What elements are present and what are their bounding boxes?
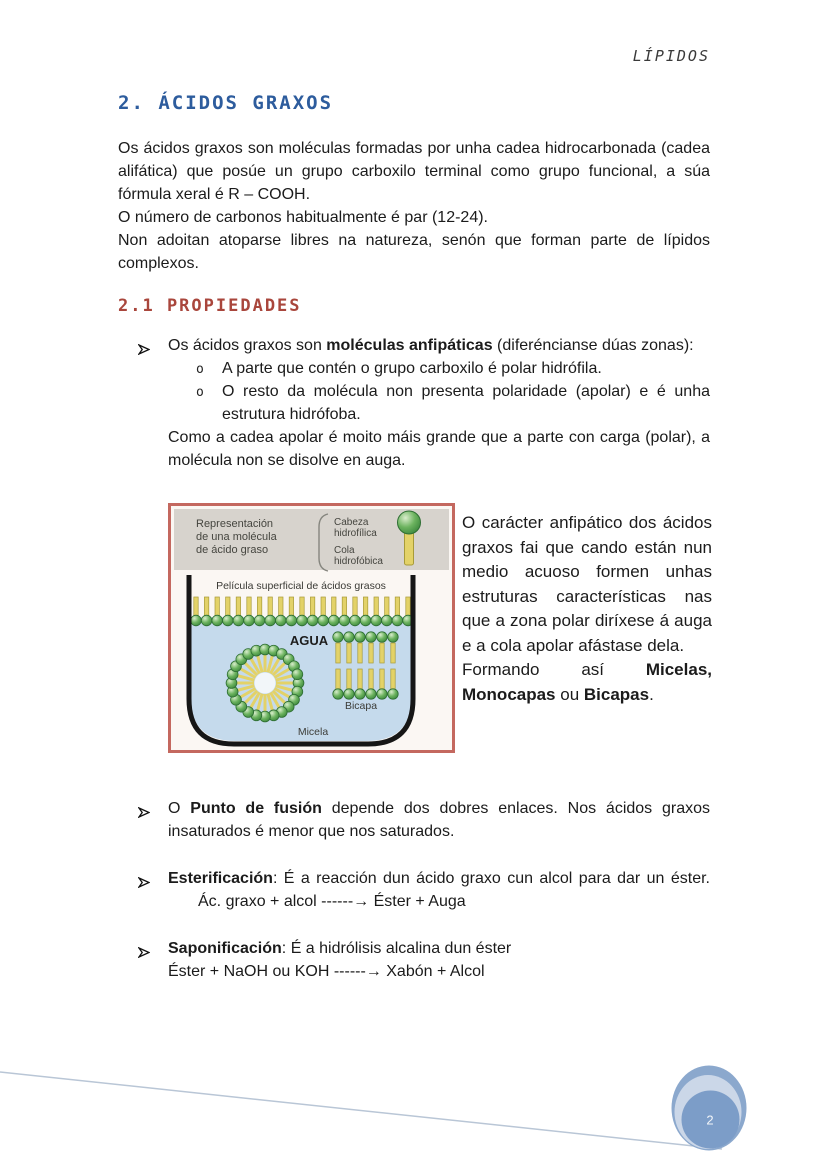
micelle-label: Micela [297, 726, 329, 738]
figure-caption-line2: de una molécula [196, 531, 277, 543]
sub-bullet-apolar-rest [196, 380, 710, 426]
text-run-bold: Micelas, Monocapas [462, 660, 712, 704]
water-label: AGUA [289, 633, 329, 648]
text-run: Os ácidos graxos son [168, 337, 327, 354]
figure-side-text [462, 503, 712, 707]
fatty-acid-figure-svg [168, 503, 455, 753]
footer-divider-line [0, 1072, 722, 1149]
arrow-bullet-icon [138, 942, 150, 965]
micelle-diagram [226, 644, 304, 722]
tail-label-line1: Cola [334, 545, 355, 556]
bullet-item-esterification [118, 867, 710, 913]
text-run: O [168, 800, 191, 817]
intro-paragraph-1: Os ácidos graxos son moléculas formadas por unha cadea hidrocarbonada (cadea alifática) que posúe un grupo carboxilo terminal como grupo funcional, a súa fórmula xeral é R – COOH. [118, 140, 710, 203]
intro-paragraph-2: O número de carbonos habitualmente é par (12-24). [118, 209, 488, 226]
arrow-bullet-icon [138, 802, 150, 825]
page-number: 2 [706, 1112, 714, 1128]
bullet-item-melting-point [118, 797, 710, 843]
subsection-heading: 2.1 PROPIEDADES [118, 296, 302, 316]
tail-label-line2: hidrofóbica [334, 556, 383, 567]
bullet-amphipathic-text [168, 334, 710, 357]
text-run: ou [555, 684, 584, 704]
figure-caption-line1: Representación [196, 518, 274, 530]
text-run: . [649, 684, 654, 704]
text-run-bold: Bicapas [583, 684, 650, 704]
saponification-reaction: Éster + NaOH ou KOH ------→ Xabón + Alcol [168, 963, 485, 980]
film-label: Película superficial de ácidos grasos [216, 580, 386, 592]
text-run: Formando así [462, 660, 646, 679]
bilayer-label: Bicapa [344, 700, 378, 712]
fatty-acid-figure [168, 503, 455, 758]
figure-row [168, 503, 712, 758]
text-run-bold: Esterificación [168, 870, 273, 887]
bullet-melting-point-text [168, 797, 710, 843]
head-label-line2: hidrofílica [334, 528, 377, 539]
head-label-line1: Cabeza [334, 517, 369, 528]
esterification-reaction: Ác. graxo + alcol ------→ Éster + Auga [198, 893, 466, 910]
bullet-item-amphipathic [118, 334, 710, 472]
text-run: depende dos dobres enlaces. Nos ácidos graxos insaturados é menor que nos saturados. [168, 800, 711, 840]
intro-paragraph-3: Non adoitan atoparse libres na natureza, senón que forman parte de lípidos complexos. [118, 232, 710, 272]
circle-bullet-icon: o [196, 385, 204, 400]
text-run: : É a reacción dun ácido graxo cun alcol para dar un éster. [272, 870, 710, 887]
amphipathic-note-text: Como a cadea apolar é moito máis grande que a parte con carga (polar), a molécula non se disolve en auga. [168, 429, 710, 469]
bullet-esterification-text [168, 867, 710, 913]
arrow-bullet-icon [138, 872, 150, 895]
text-run-bold: Saponificación [168, 940, 282, 957]
page-header-title: LÍPIDOS [632, 47, 710, 65]
text-run: : É a hidrólisis alcalina dun éster [281, 940, 512, 957]
page-footer [0, 1040, 828, 1171]
text-run-bold: Punto de fusión [190, 800, 322, 817]
circle-bullet-icon: o [196, 362, 204, 377]
section-heading: 2. ÁCIDOS GRAXOS [118, 92, 334, 114]
arrow-bullet-icon [138, 339, 150, 362]
text-run-bold: moléculas anfipáticas [326, 337, 493, 354]
page-number-badge [672, 1066, 747, 1151]
bullet-saponification-text [168, 937, 710, 960]
sub-bullet-apolar-rest-text: O resto da molécula non presenta polaridade (apolar) e é unha estrutura hidrófoba. [222, 383, 710, 423]
text-run: (diferéncianse dúas zonas): [492, 337, 694, 354]
legend-head [398, 511, 421, 534]
legend-tail [405, 531, 414, 565]
side-paragraph-1: O carácter anfipático dos ácidos graxos fai que cando están nun medio acuoso formen unhas estruturas características nas que a zona polar diríxese á auga e a cola apolar afástase dela. [462, 513, 712, 655]
bullet-item-saponification [118, 937, 710, 983]
sub-bullet-polar-head [196, 357, 710, 380]
sub-bullet-polar-head-text: A parte que contén o grupo carboxilo é polar hidrófila. [222, 360, 602, 377]
figure-caption-line3: de ácido graso [196, 544, 269, 556]
side-paragraph-2 [462, 658, 712, 707]
intro-paragraphs [118, 137, 710, 275]
